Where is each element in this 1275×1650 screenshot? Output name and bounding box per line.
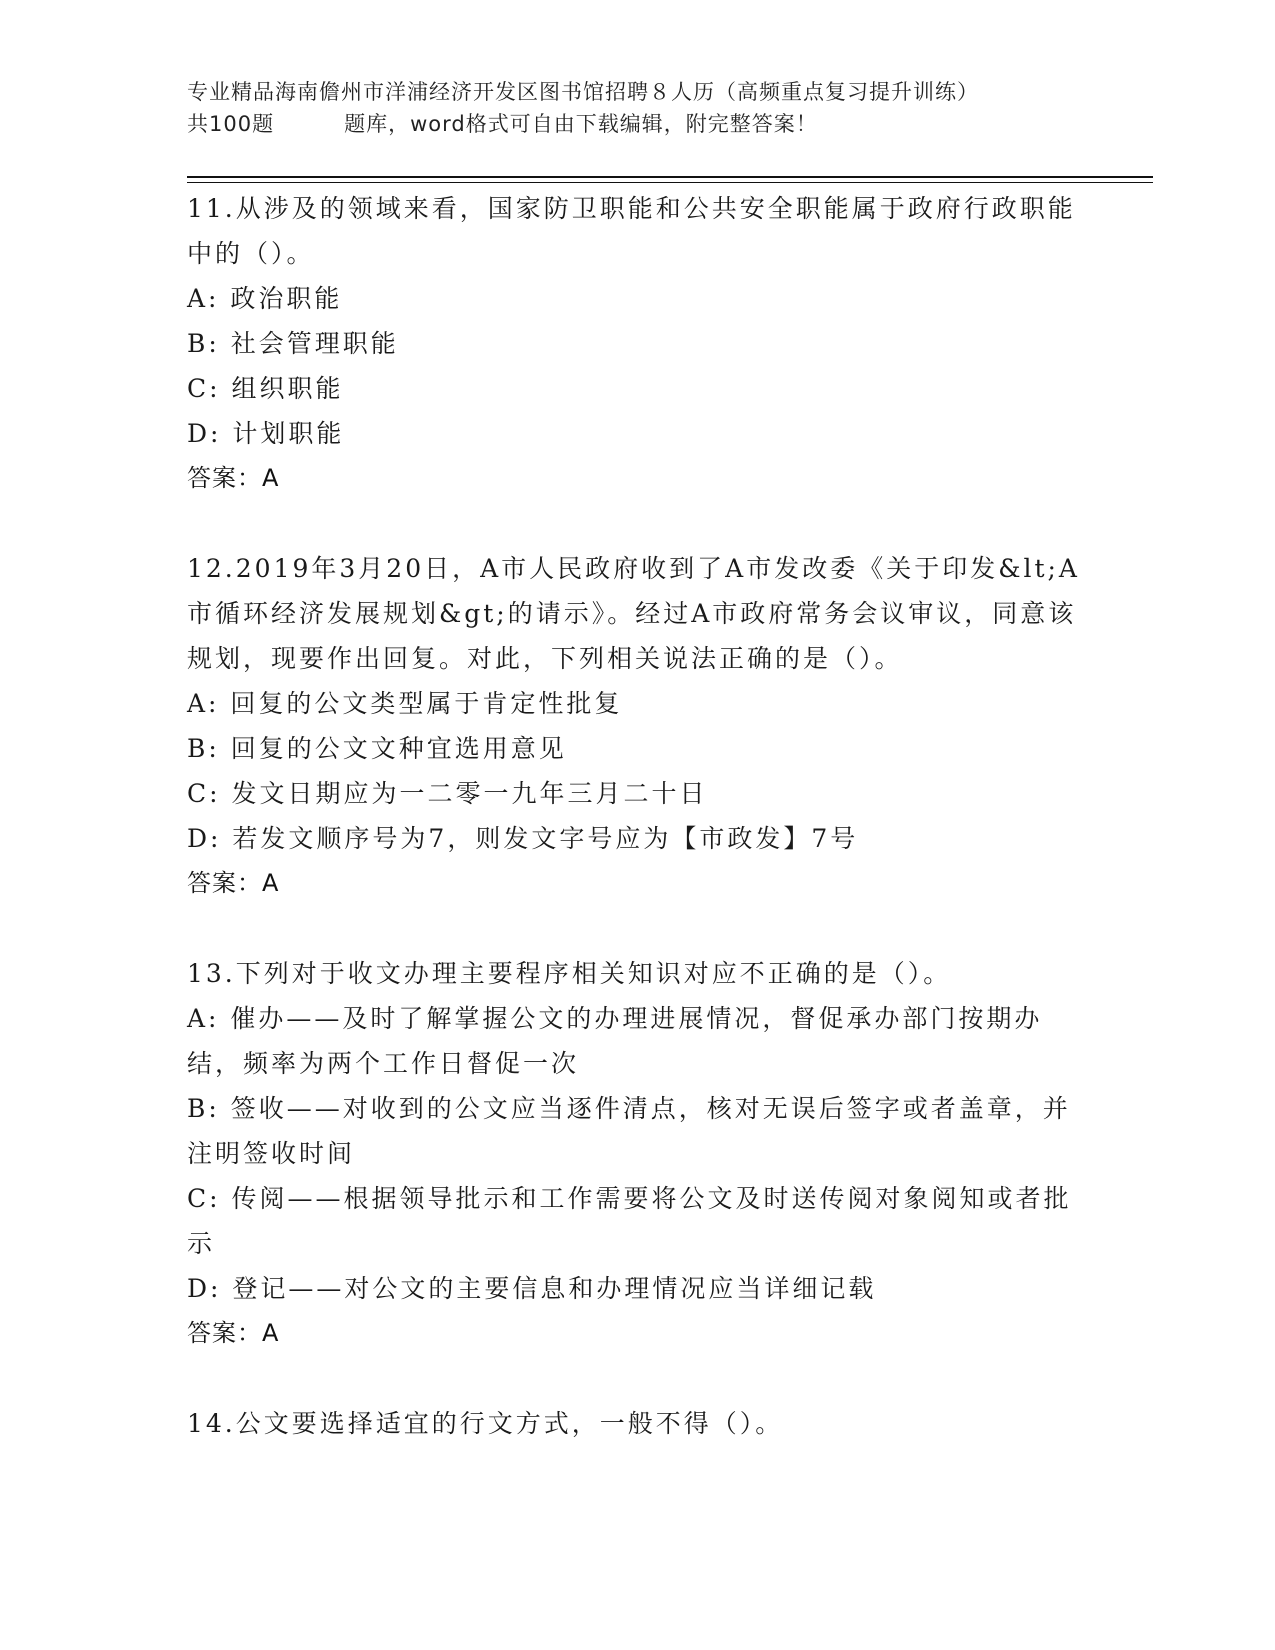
- option-d: D: 若发文顺序号为7，则发文字号应为【市政发】7号: [187, 824, 859, 853]
- option-c: C: 传阅——根据领导批示和工作需要将公文及时送传阅对象阅知或者批示: [187, 1184, 1072, 1258]
- option-d: D: 登记——对公文的主要信息和办理情况应当详细记载: [187, 1274, 877, 1303]
- header-question-count: 共100题: [187, 112, 275, 136]
- option-a: A: 政治职能: [187, 284, 343, 313]
- question-14: [187, 1401, 1087, 1446]
- question-12: [187, 546, 1087, 906]
- option-c: C: 发文日期应为一二零一九年三月二十日: [187, 779, 708, 808]
- answer-label: 答案：A: [187, 869, 280, 897]
- option-a: A: 催办——及时了解掌握公文的办理进展情况，督促承办部门按期办结，频率为两个工作日督促一次: [187, 1004, 1043, 1078]
- question-stem: 11.从涉及的领域来看，国家防卫职能和公共安全职能属于政府行政职能中的（）。: [187, 194, 1076, 268]
- option-a: A: 回复的公文类型属于肯定性批复: [187, 689, 623, 718]
- answer-label: 答案：A: [187, 1319, 280, 1347]
- question-13: [187, 951, 1087, 1356]
- question-11: [187, 186, 1087, 501]
- header-rule-thick: [187, 176, 1153, 178]
- header-rule-thin: [187, 182, 1153, 183]
- header-description: 题库，word格式可自由下载编辑，附完整答案！: [344, 112, 818, 136]
- option-d: D: 计划职能: [187, 419, 345, 448]
- option-c: C: 组织职能: [187, 374, 344, 403]
- option-b: B: 社会管理职能: [187, 329, 399, 358]
- option-b: B: 签收——对收到的公文应当逐件清点，核对无误后签字或者盖章，并注明签收时间: [187, 1094, 1071, 1168]
- question-stem: 13.下列对于收文办理主要程序相关知识对应不正确的是（）。: [187, 959, 952, 988]
- header-subtitle: [187, 108, 1087, 140]
- option-b: B: 回复的公文文种宜选用意见: [187, 734, 567, 763]
- page-header: [187, 76, 1087, 140]
- question-stem: 14.公文要选择适宜的行文方式，一般不得（）。: [187, 1409, 784, 1438]
- question-list: [187, 186, 1087, 1446]
- question-stem: 12.2019年3月20日，A市人民政府收到了A市发改委《关于印发&lt;A市循环经济发展规划&gt;的请示》。经过A市政府常务会议审议，同意该规划，现要作出回复。对此，下列相关说法正确的是（）。: [187, 554, 1080, 673]
- header-title: 专业精品海南儋州市洋浦经济开发区图书馆招聘８人历（高频重点复习提升训练）: [187, 80, 979, 104]
- answer-label: 答案：A: [187, 464, 280, 492]
